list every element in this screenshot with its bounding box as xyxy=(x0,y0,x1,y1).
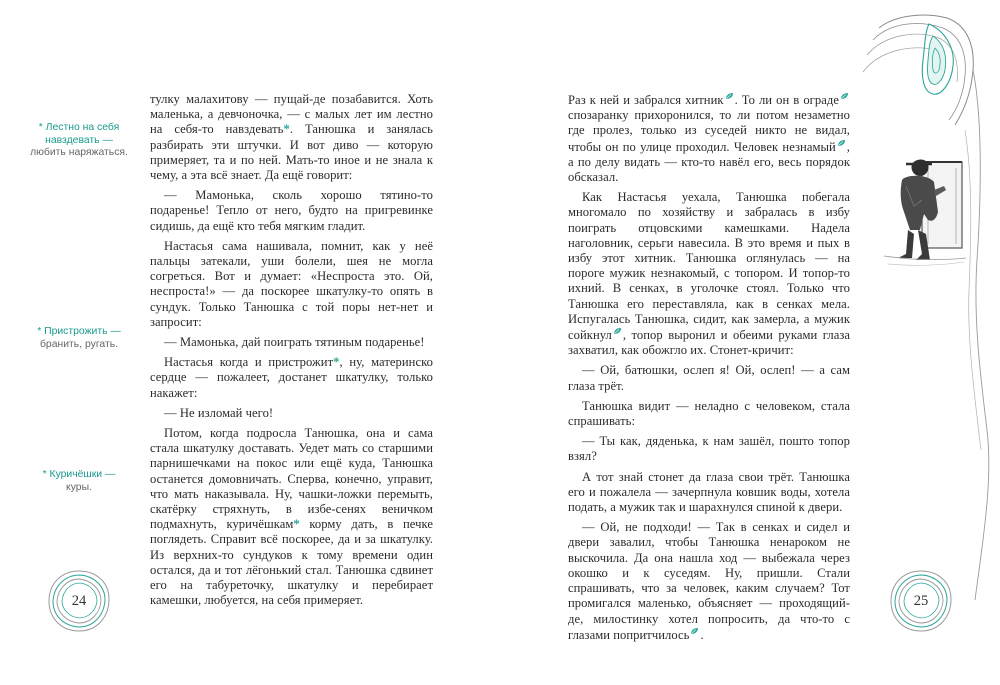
malachite-contour-decoration xyxy=(855,0,1000,610)
page-number-badge-left xyxy=(46,568,112,634)
paragraph xyxy=(568,190,850,358)
gloss-term: * Лестно на себя навздевать — xyxy=(38,122,120,146)
text-run: Настасья когда и пристрожит xyxy=(164,355,334,370)
page-number-badge-right xyxy=(888,568,954,634)
text-run: . Танюшка и занялась разбирать эти штучки. И вот диво — которую примеряет, та и по ней. Мать-то иное и не знала к чему, а эта всё знает. Да ещё говорит: xyxy=(150,122,433,183)
gloss-term: * Куричёшки — xyxy=(42,469,116,480)
text-run: А тот знай стонет да глаза свои трёт. Танюшка его и пожалела — зачерпнула ковшик воды, хотела подать, а мужик так и шарахнулся спиной к двери. xyxy=(568,469,850,515)
paragraph xyxy=(150,355,433,401)
paragraph xyxy=(150,188,433,234)
leaf-mark-icon xyxy=(837,139,846,147)
text-run: — Мамонька, сколь хорошо тятино-то подаренье! Тепло от него, будто на пригревинке сидишь, да ещё кто тебя мягким гладит. xyxy=(150,188,433,233)
text-run: . xyxy=(700,627,704,642)
gloss-lestno xyxy=(18,122,140,160)
paragraph xyxy=(568,470,850,516)
text-run: Как Настасья уехала, Танюшка побегала многомало по хозяйству и забралась в избу поиграть отцовскими камешками. Надела наголовник, серьги навесила. В это время и пых в избу этот хитник. Танюшка оглянулась — на пороге мужик незнакомый, с топором. И топор-то ихний. В сенках, в уголочке стоял. Только что Танюшка его переставляла, как в сенках мела. Испугалась Танюшка, сидит, как замерла, а мужик сойкнул xyxy=(568,190,850,343)
text-run: Настасья сама нашивала, помнит, как у неё пальцы затекали, уши болели, шея не могла согреться. Вот и думает: «Неспроста это. Ой, неспроста!» — да поскорее шкатулку-то опять в сундук. Только Танюшка с той поры нет-нет и запросит: xyxy=(150,238,433,329)
gloss-term: * Пристрожить — xyxy=(37,326,121,337)
asterisk-mark: * xyxy=(293,517,300,532)
text-run: Танюшка видит — неладно с человеком, стала спрашивать: xyxy=(568,398,850,429)
text-run: — Не изломай чего! xyxy=(164,405,274,420)
paragraph xyxy=(568,520,850,643)
gloss-definition: любить наряжаться. xyxy=(30,147,128,158)
right-page-text xyxy=(568,92,850,648)
text-run: — Ты как, дяденька, к нам зашёл, пошто топор взял? xyxy=(568,434,850,464)
paragraph xyxy=(150,426,433,608)
text-run: тулку малахитову — пущай-де позабавится. Хоть маленька, а девчоночка, — с малых лет им лестно на себя-то навздевать xyxy=(150,92,433,137)
leaf-mark-icon xyxy=(725,92,734,100)
text-run: спозаранку прихоронился, то ли потом незаметно где пролез, только из суседей никто не видал, чтобы он по улице проходил. Человек незнамый xyxy=(568,108,850,154)
paragraph xyxy=(150,335,433,350)
paragraph xyxy=(568,399,850,429)
text-run: корму дать, в печке поглядеть. Справит всё поскорее, да и за шкатулку. Из верхних-то сундуков к тому времени один остался, да и тот лёгонький стал. Танюшка сдвинет его на табуреточку, шкатулку и перебирает камешки, любуется, на себя примеряет. xyxy=(150,517,433,608)
paragraph xyxy=(150,92,433,183)
paragraph xyxy=(568,363,850,393)
gloss-pristrozhit xyxy=(18,326,140,351)
text-run: , ну, материнско сердце — пожалеет, достанет шкатулку, только накажет: xyxy=(150,355,433,400)
paragraph xyxy=(568,92,850,185)
man-in-doorway-illustration xyxy=(878,150,970,270)
leaf-mark-icon xyxy=(613,327,622,335)
right-page xyxy=(500,0,1000,685)
leaf-mark-icon xyxy=(690,627,699,635)
gloss-kurichyoshki xyxy=(18,469,140,494)
text-run: — Ой, батюшки, ослеп я! Ой, ослеп! — а сам глаза трёт. xyxy=(568,363,850,393)
paragraph xyxy=(150,406,433,421)
page-number: 24 xyxy=(71,593,87,609)
page-number: 25 xyxy=(913,593,929,609)
asterisk-mark: * xyxy=(283,122,290,137)
text-run: . То ли он в ограде xyxy=(734,93,839,107)
asterisk-mark: * xyxy=(333,355,340,370)
text-run: — Мамонька, дай поиграть тятиным подаренье! xyxy=(164,335,425,350)
text-run: Потом, когда подросла Танюшка, она и сама стала шкатулку доставать. Уедет мать со старшими парнишечками на покос или ещё куда, Танюшка останется домовничать. Сперва, конечно, управит, что мать наказывала. Ну, чашки-ложки перемыть, скатёрку стряхнуть, в избе-сенях веничком подмахнуть, куричёшкам xyxy=(150,426,433,532)
text-run: Раз к ней и забрался хитник xyxy=(568,93,724,107)
left-page-text xyxy=(150,92,433,614)
gloss-definition: куры. xyxy=(66,481,92,493)
leaf-mark-icon xyxy=(840,92,849,100)
gloss-definition: бранить, ругать. xyxy=(39,338,119,350)
paragraph xyxy=(150,239,433,330)
paragraph xyxy=(568,434,850,464)
text-run: , топор выронил и обеими руками глаза захватил, как обожгло их. Стонет-кричит: xyxy=(568,328,850,358)
text-run: , а по делу видать — кто-то навёл его, весь порядок обсказал. xyxy=(568,139,850,185)
text-run: — Ой, не подходи! — Так в сенках и сидел и двери завалил, чтобы Танюшка ненароком не выскочила. Да она нашла ход — выбежала через окошко и к суседям. Ну, пришли. Стали спрашивать, что за человек, каким случаем? Тот промигался маленько, объясняет — проходящий-де, милостинку хотел попросить, да что-то с глазами попритчилось xyxy=(568,520,850,642)
